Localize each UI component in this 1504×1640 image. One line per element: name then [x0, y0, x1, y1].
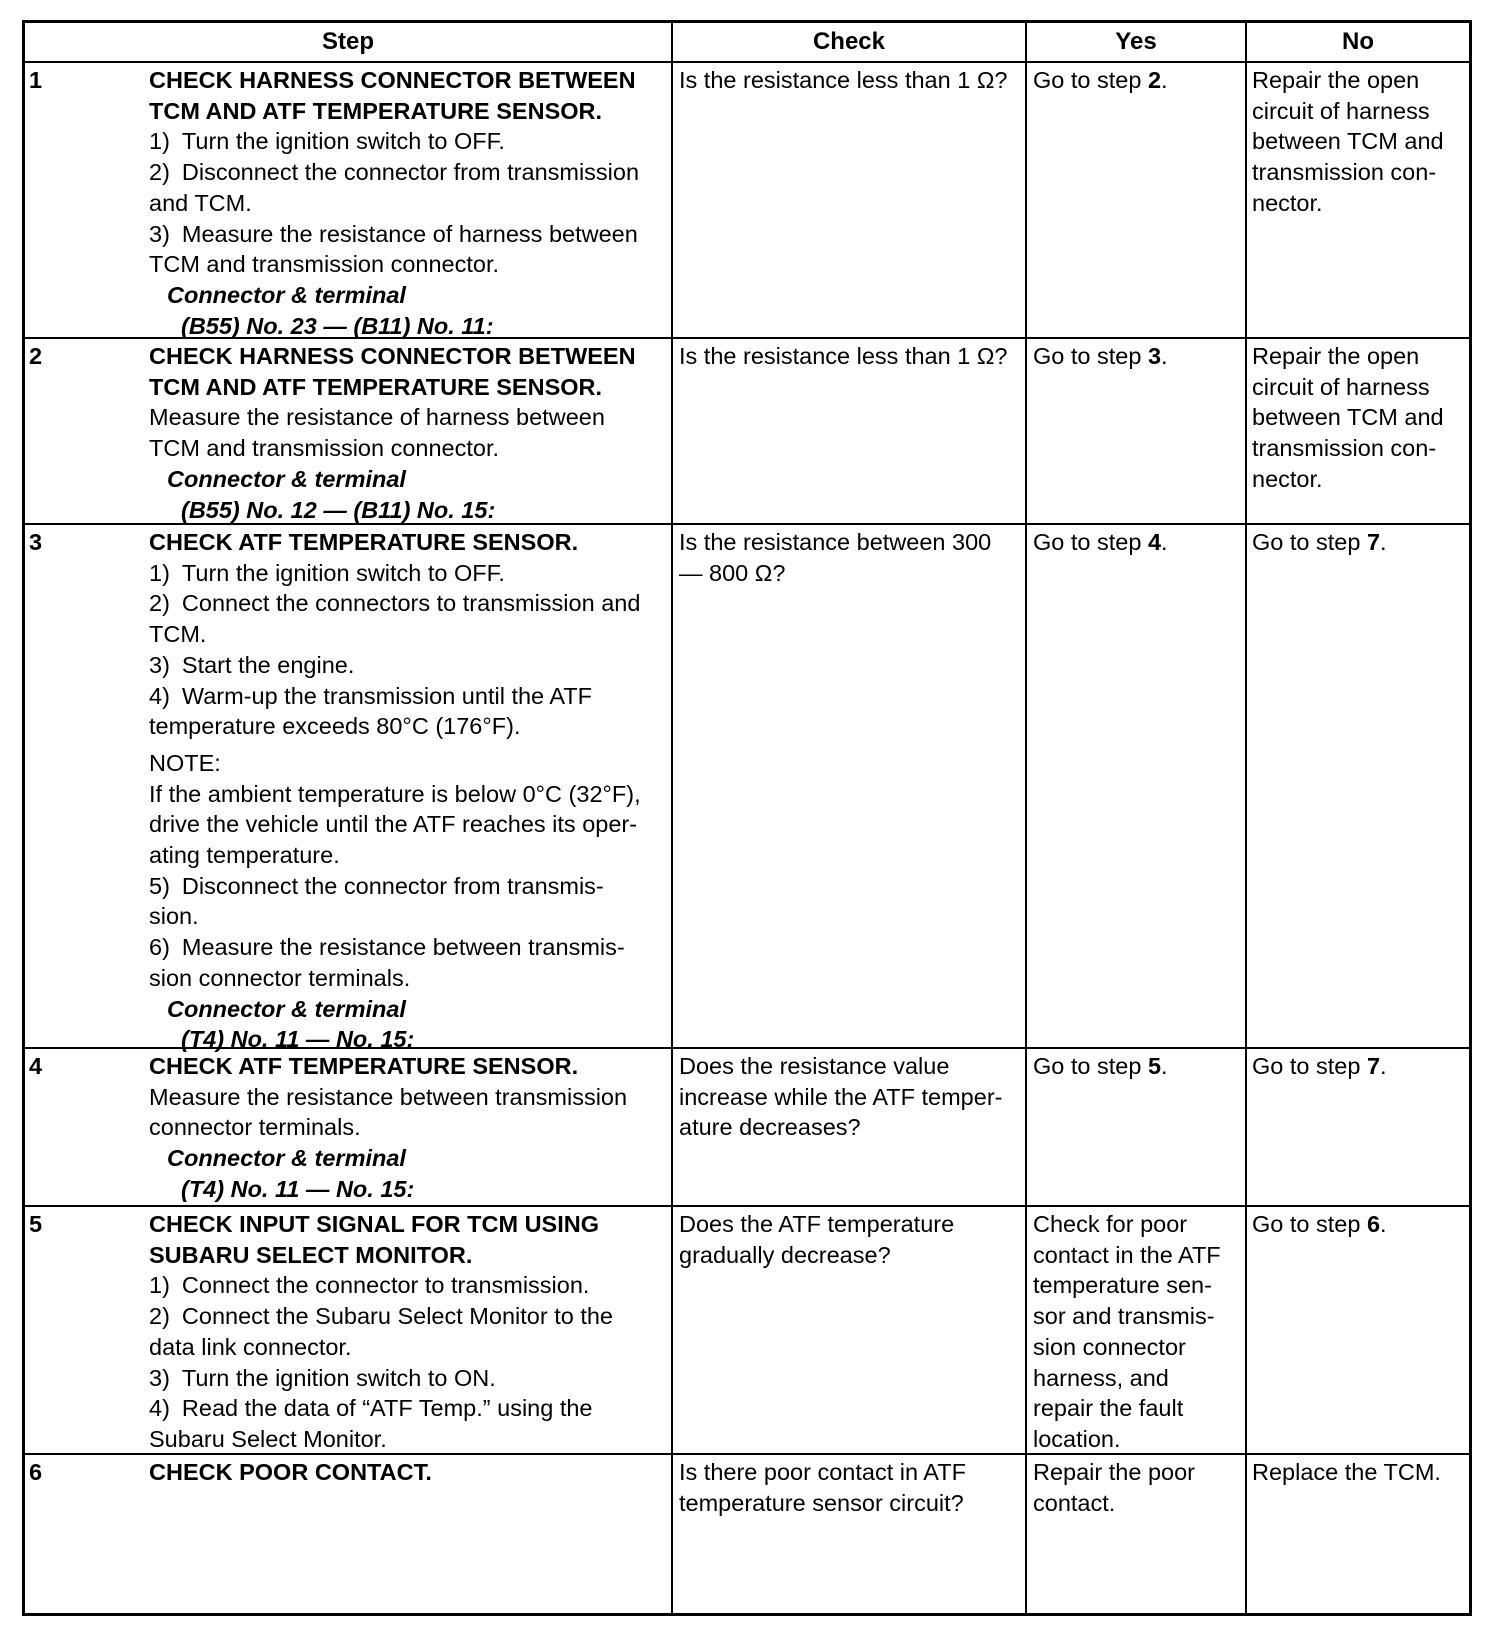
- header-no: No: [1342, 28, 1374, 55]
- no-cell: Go to step 6.: [1252, 1211, 1387, 1237]
- step-line: temperature exceeds 80°C (176°F).: [149, 713, 521, 740]
- step-title: TCM AND ATF TEMPERATURE SENSOR.: [149, 373, 603, 400]
- step-line: Measure the resistance of harness between: [149, 404, 605, 431]
- step-line: 3) Turn the ignition switch to ON.: [149, 1364, 496, 1391]
- step-line: 2) Connect the connectors to transmission and: [149, 590, 641, 617]
- check-cell: Does the resistance value increase while the ATF temper- ature decreases?: [673, 1049, 1027, 1205]
- yes-cell: Go to step 5.: [1027, 1049, 1247, 1205]
- step-body: [149, 527, 667, 1055]
- yes-cell: Go to step 4.: [1027, 525, 1247, 1047]
- connector-value: (T4) No. 11 — No. 15:: [181, 1026, 415, 1053]
- step-line: 1) Connect the connector to transmission.: [149, 1272, 590, 1299]
- connector-value: (B55) No. 23 — (B11) No. 11:: [181, 312, 494, 339]
- step-line: sion.: [149, 903, 199, 930]
- connector-value: (T4) No. 11 — No. 15:: [181, 1175, 415, 1202]
- table-row-3: [25, 525, 1469, 1053]
- note-label: NOTE:: [149, 749, 221, 776]
- step-number: 4: [29, 1053, 43, 1079]
- yes-cell: Go to step 2.: [1027, 63, 1247, 337]
- step-title: CHECK ATF TEMPERATURE SENSOR.: [149, 529, 579, 555]
- connector-value: (B55) No. 12 — (B11) No. 15:: [181, 496, 496, 523]
- connector-label: Connector & terminal: [167, 995, 406, 1022]
- step-line: TCM.: [149, 621, 207, 648]
- step-line: 2) Disconnect the connector from transmission: [149, 159, 640, 186]
- step-line: 4) Read the data of “ATF Temp.” using the: [149, 1395, 593, 1422]
- step-number: 5: [29, 1211, 43, 1237]
- note-line: drive the vehicle until the ATF reaches its oper-: [149, 811, 638, 838]
- troubleshooting-table: [22, 20, 1472, 1616]
- step-title: SUBARU SELECT MONITOR.: [149, 1241, 473, 1268]
- step-title: TCM AND ATF TEMPERATURE SENSOR.: [149, 97, 603, 124]
- step-cell: [25, 63, 673, 337]
- step-cell: [25, 1455, 673, 1613]
- step-title: CHECK ATF TEMPERATURE SENSOR.: [149, 1053, 579, 1079]
- step-title: CHECK HARNESS CONNECTOR BETWEEN: [149, 67, 636, 93]
- table-row-1: [25, 63, 1469, 339]
- yes-cell: Go to step 3.: [1027, 339, 1247, 523]
- step-body: [149, 341, 667, 525]
- step-line: 3) Start the engine.: [149, 651, 355, 678]
- no-cell: Repair the open circuit of harness between TCM and transmission con- nector.: [1252, 343, 1444, 492]
- step-body: [149, 1209, 667, 1455]
- check-cell: Is there poor contact in ATF temperature sensor circuit?: [673, 1455, 1027, 1613]
- table-row-4: [25, 1049, 1469, 1207]
- step-cell: [25, 339, 673, 523]
- check-cell: Is the resistance less than 1 Ω?: [673, 63, 1027, 337]
- step-body: [149, 1457, 667, 1488]
- step-number: 1: [29, 67, 43, 93]
- step-line: connector terminals.: [149, 1114, 361, 1141]
- step-line: Measure the resistance between transmission: [149, 1083, 628, 1110]
- table-row-6: [25, 1455, 1469, 1613]
- step-title: CHECK HARNESS CONNECTOR BETWEEN: [149, 343, 636, 369]
- table-row-2: [25, 339, 1469, 525]
- no-cell: Go to step 7.: [1252, 1053, 1387, 1079]
- step-line: TCM and transmission connector.: [149, 251, 500, 278]
- step-body: [149, 65, 667, 341]
- step-line: 1) Turn the ignition switch to OFF.: [149, 559, 505, 586]
- step-cell: [25, 525, 673, 1053]
- step-line: 6) Measure the resistance between transmis-: [149, 934, 625, 961]
- header-check: Check: [673, 23, 1027, 61]
- check-cell: Is the resistance less than 1 Ω?: [673, 339, 1027, 523]
- connector-label: Connector & terminal: [167, 465, 406, 492]
- step-number: 6: [29, 1459, 43, 1485]
- step-number: 2: [29, 343, 43, 369]
- step-body: [149, 1051, 667, 1205]
- no-cell: Go to step 7.: [1252, 529, 1387, 555]
- step-line: data link connector.: [149, 1333, 352, 1360]
- no-cell: Replace the TCM.: [1252, 1459, 1441, 1485]
- header-step: Step: [25, 23, 673, 61]
- note-line: If the ambient temperature is below 0°C (32°F),: [149, 780, 641, 807]
- table-header-row: [25, 23, 1469, 63]
- table-row-5: [25, 1207, 1469, 1455]
- step-line: sion connector terminals.: [149, 964, 411, 991]
- check-cell: Does the ATF temperature gradually decrease?: [673, 1207, 1027, 1453]
- step-line: 3) Measure the resistance of harness between: [149, 220, 638, 247]
- connector-label: Connector & terminal: [167, 281, 406, 308]
- step-line: 1) Turn the ignition switch to OFF.: [149, 128, 505, 155]
- step-line: 2) Connect the Subaru Select Monitor to the: [149, 1303, 613, 1330]
- step-title: CHECK POOR CONTACT.: [149, 1459, 432, 1485]
- no-cell: Repair the open circuit of harness between TCM and transmission con- nector.: [1252, 67, 1444, 216]
- yes-cell: Check for poor contact in the ATF temperature sen- sor and transmis- sion connector harness, and repair the fault location.: [1027, 1207, 1247, 1453]
- yes-cell: Repair the poor contact.: [1027, 1455, 1247, 1613]
- step-cell: [25, 1049, 673, 1205]
- step-line: and TCM.: [149, 189, 252, 216]
- step-line: TCM and transmission connector.: [149, 435, 500, 462]
- step-number: 3: [29, 529, 43, 555]
- header-yes: Yes: [1027, 23, 1247, 61]
- step-cell: [25, 1207, 673, 1453]
- step-line: Subaru Select Monitor.: [149, 1425, 387, 1452]
- step-line: 4) Warm-up the transmission until the ATF: [149, 682, 592, 709]
- connector-label: Connector & terminal: [167, 1145, 406, 1172]
- step-line: 5) Disconnect the connector from transmis-: [149, 872, 604, 899]
- step-title: CHECK INPUT SIGNAL FOR TCM USING: [149, 1211, 599, 1237]
- note-line: ating temperature.: [149, 842, 340, 869]
- check-cell: Is the resistance between 300 — 800 Ω?: [673, 525, 1027, 1047]
